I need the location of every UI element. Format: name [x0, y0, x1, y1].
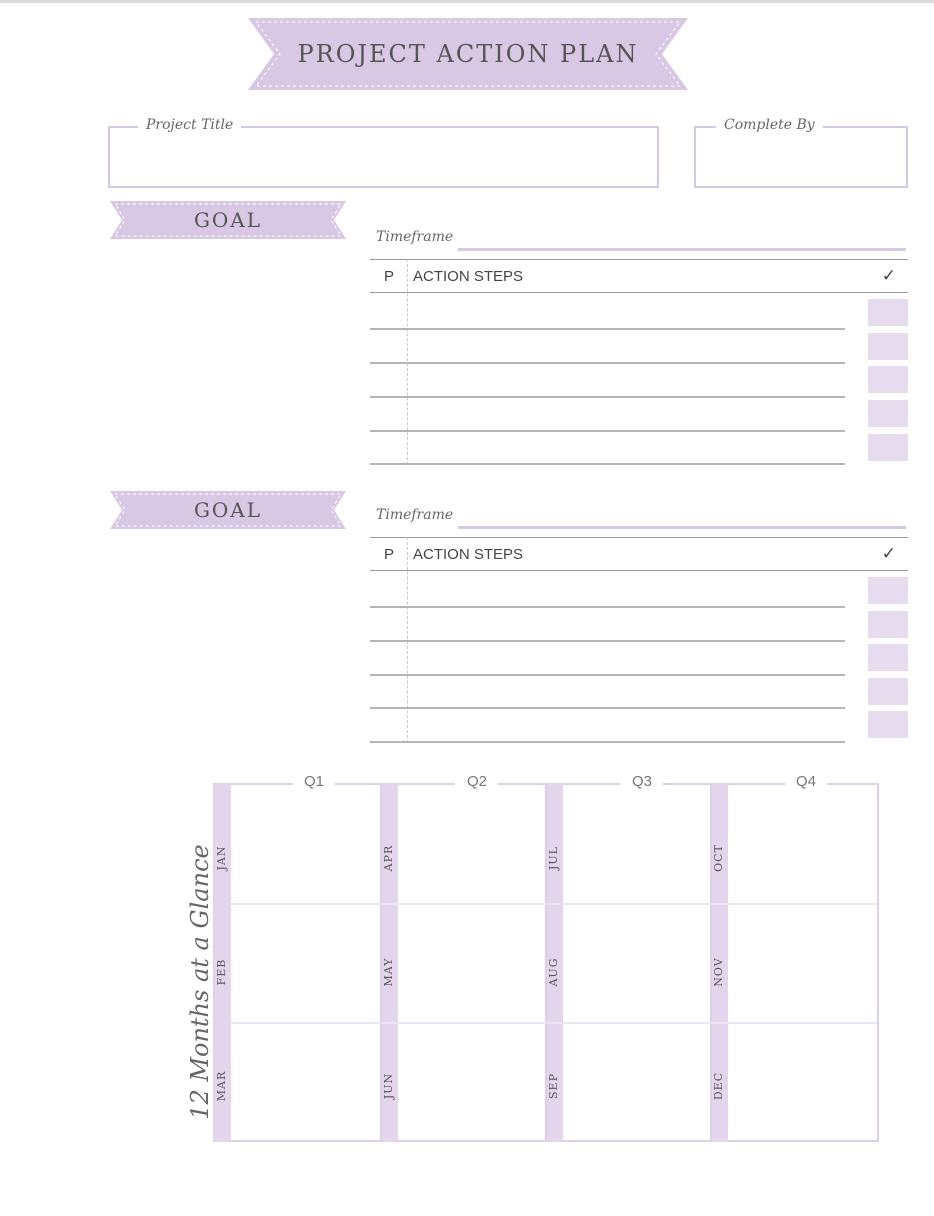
q4-top-border — [827, 783, 879, 785]
action-steps-header: ACTION STEPS — [413, 268, 524, 285]
checkbox-3[interactable] — [868, 366, 908, 393]
action-block-2 — [370, 507, 908, 747]
checkmark-icon: ✓ — [881, 266, 896, 285]
action-row-2[interactable] — [370, 362, 845, 364]
action-header-1 — [370, 259, 908, 293]
month-aug: AUG — [547, 957, 560, 987]
quarter-label-q2: Q2 — [467, 773, 488, 790]
action-steps-header: ACTION STEPS — [413, 546, 524, 563]
action-header-2 — [370, 537, 908, 571]
priority-header: P — [384, 546, 395, 563]
month-oct: OCT — [712, 844, 725, 872]
quarter-label-q1: Q1 — [304, 773, 325, 790]
checkbox-4[interactable] — [868, 678, 908, 705]
action-row-5[interactable] — [370, 741, 845, 743]
checkbox-4[interactable] — [868, 400, 908, 427]
timeframe-label-1: Timeframe — [376, 229, 454, 245]
action-row-1[interactable] — [370, 328, 845, 330]
priority-header: P — [384, 268, 395, 285]
action-row-2[interactable] — [370, 640, 845, 642]
goal-ribbon-1 — [110, 201, 346, 239]
action-row-4[interactable] — [370, 707, 845, 709]
month-dec: DEC — [712, 1071, 725, 1101]
month-apr: APR — [382, 844, 395, 872]
action-row-3[interactable] — [370, 396, 845, 398]
checkbox-2[interactable] — [868, 611, 908, 638]
month-jan: JAN — [215, 845, 228, 871]
goal-ribbon-2 — [110, 491, 346, 529]
checkmark-icon: ✓ — [881, 544, 896, 563]
top-border — [0, 0, 934, 3]
checkbox-3[interactable] — [868, 644, 908, 671]
month-mar: MAR — [215, 1070, 228, 1102]
action-row-3[interactable] — [370, 674, 845, 676]
quarter-label-q3: Q3 — [632, 773, 653, 790]
month-jul: JUL — [547, 846, 560, 870]
timeframe-input-1[interactable] — [458, 248, 906, 251]
checkbox-1[interactable] — [868, 577, 908, 604]
goal-label-1: GOAL — [193, 208, 263, 232]
complete-by-field[interactable] — [694, 117, 908, 188]
month-may: MAY — [382, 957, 395, 987]
checkbox-5[interactable] — [868, 711, 908, 738]
timeframe-label-2: Timeframe — [376, 507, 454, 523]
action-row-4[interactable] — [370, 430, 845, 432]
title-banner — [248, 18, 688, 90]
month-row-divider — [231, 903, 877, 905]
action-row-5[interactable] — [370, 463, 845, 465]
checkbox-2[interactable] — [868, 333, 908, 360]
checkbox-5[interactable] — [868, 434, 908, 461]
timeframe-input-2[interactable] — [458, 526, 906, 529]
month-sep: SEP — [547, 1073, 560, 1099]
month-feb: FEB — [215, 958, 228, 986]
page-title: PROJECT ACTION PLAN — [297, 40, 639, 68]
glance-title: 12 Months at a Glance — [186, 844, 214, 1120]
goal-label-2: GOAL — [193, 498, 263, 522]
complete-by-label: Complete By — [716, 117, 823, 133]
action-block-1 — [370, 229, 908, 469]
month-row-divider — [231, 1022, 877, 1024]
project-title-field[interactable] — [108, 117, 659, 188]
project-title-label: Project Title — [138, 117, 241, 133]
action-row-1[interactable] — [370, 606, 845, 608]
month-jun: JUN — [382, 1072, 395, 1100]
month-nov: NOV — [712, 957, 725, 987]
checkbox-1[interactable] — [868, 299, 908, 326]
quarter-label-q4: Q4 — [796, 773, 817, 790]
